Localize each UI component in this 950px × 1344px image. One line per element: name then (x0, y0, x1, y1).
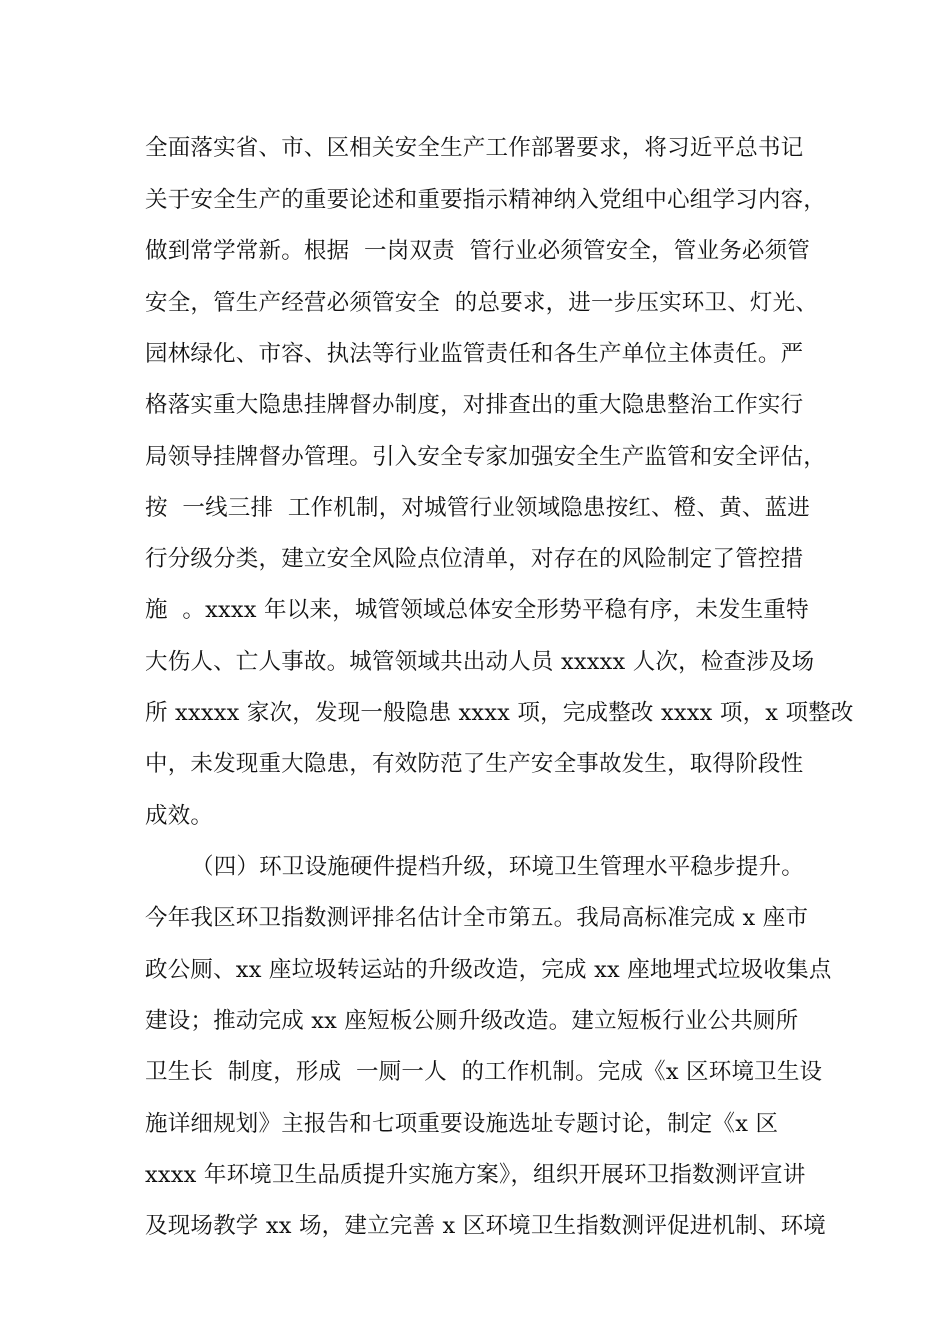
text-line: 卫生长 制度，形成 一厕一人 的工作机制。完成《x 区环境卫生设 (145, 1059, 823, 1085)
text-line: 行分级分类，建立安全风险点位清单，对存在的风险制定了管控措 (145, 546, 804, 572)
text-line: 关于安全生产的重要论述和重要指示精神纳入党组中心组学习内容， (145, 187, 827, 213)
text-line: 中，未发现重大隐患，有效防范了生产安全事故发生，取得阶段性 (145, 751, 804, 777)
text-line: 大伤人、亡人事故。城管领域共出动人员 xxxxx 人次，检查涉及场 (145, 649, 815, 675)
text-line: 施详细规划》主报告和七项重要设施选址专题讨论，制定《x 区 (145, 1111, 779, 1137)
text-line: 园林绿化、市容、执法等行业监管责任和各生产单位主体责任。严 (145, 341, 804, 367)
section-heading: （四）环卫设施硬件提档升级，环境卫生管理水平稳步提升。 (191, 854, 804, 880)
text-line: 局领导挂牌督办管理。引入安全专家加强安全生产监管和安全评估， (145, 444, 827, 470)
text-line: 成效。 (145, 803, 214, 829)
text-line: xxxx 年环境卫生品质提升实施方案》，组织开展环卫指数测评宣讲 (145, 1162, 806, 1188)
text-line: 所 xxxxx 家次，发现一般隐患 xxxx 项，完成整改 xxxx 项，x 项整改 (145, 700, 854, 726)
text-line: 政公厕、xx 座垃圾转运站的升级改造，完成 xx 座地埋式垃圾收集点 (145, 957, 832, 983)
text-line: 格落实重大隐患挂牌督办制度，对排查出的重大隐患整治工作实行 (145, 392, 804, 418)
text-line: 施 。xxxx 年以来，城管领域总体安全形势平稳有序，未发生重特 (145, 597, 809, 623)
text-line: 按 一线三排 工作机制，对城管行业领域隐患按红、橙、黄、蓝进 (145, 495, 811, 521)
text-line: 及现场教学 xx 场，建立完善 x 区环境卫生指数测评促进机制、环境 (145, 1213, 826, 1239)
text-line: 建设；推动完成 xx 座短板公厕升级改造。建立短板行业公共厕所 (145, 1008, 799, 1034)
text-line: 做到常学常新。根据 一岗双责 管行业必须管安全，管业务必须管 (145, 238, 811, 264)
text-line: 安全，管生产经营必须管安全 的总要求，进一步压实环卫、灯光、 (145, 290, 819, 316)
text-line: 今年我区环卫指数测评排名估计全市第五。我局高标准完成 x 座市 (145, 905, 809, 931)
text-line: 全面落实省、市、区相关安全生产工作部署要求，将习近平总书记 (145, 135, 804, 161)
